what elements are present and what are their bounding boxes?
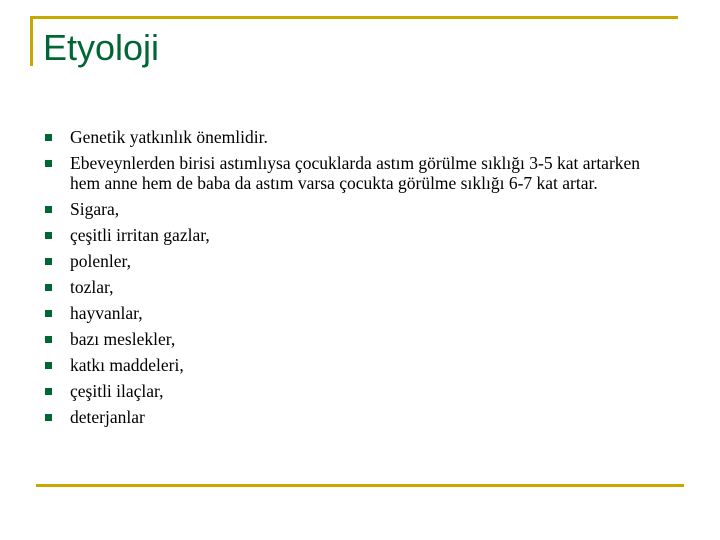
square-bullet-icon: [45, 284, 52, 291]
square-bullet-icon: [45, 388, 52, 395]
square-bullet-icon: [45, 206, 52, 213]
square-bullet-icon: [45, 134, 52, 141]
bullet-item: [42, 226, 662, 246]
bullet-item: [42, 278, 662, 298]
bullet-list: [42, 128, 662, 434]
bullet-item: [42, 252, 662, 272]
square-bullet-icon: [45, 414, 52, 421]
bullet-item: [42, 356, 662, 376]
slide-title: Etyoloji: [43, 27, 160, 68]
bullet-item: [42, 330, 662, 350]
square-bullet-icon: [45, 232, 52, 239]
bullet-text: Ebeveynlerden birisi astımlıysa çocuklarda astım görülme sıklığı 3-5 kat artarken hem anne hem de baba da astım varsa çocukta görülme sıklığı 6-7 kat artar.: [70, 153, 641, 193]
bullet-item: [42, 304, 662, 324]
square-bullet-icon: [45, 336, 52, 343]
square-bullet-icon: [45, 160, 52, 167]
bullet-text: Genetik yatkınlık önemlidir.: [70, 127, 268, 147]
bullet-text: polenler,: [70, 250, 132, 271]
square-bullet-icon: [45, 258, 52, 265]
bullet-text: çeşitli ilaçlar,: [70, 380, 164, 401]
square-bullet-icon: [45, 362, 52, 369]
bullet-text: hayvanlar,: [70, 302, 143, 323]
bullet-text: deterjanlar: [70, 406, 145, 427]
slide-frame-left-line: [30, 16, 33, 66]
bullet-item: [42, 154, 662, 193]
bullet-item: [42, 408, 662, 428]
bullet-text: katkı maddeleri,: [70, 354, 184, 375]
bullet-item: [42, 128, 662, 148]
bullet-text: çeşitli irritan gazlar,: [70, 224, 210, 245]
bullet-item: [42, 382, 662, 402]
slide-frame-bottom-line: [36, 484, 684, 487]
bullet-text: tozlar,: [70, 276, 114, 297]
bullet-text: Sigara,: [70, 198, 120, 219]
bullet-text: bazı meslekler,: [70, 328, 176, 349]
square-bullet-icon: [45, 310, 52, 317]
bullet-item: [42, 200, 662, 220]
slide-frame-top-line: [30, 16, 678, 19]
